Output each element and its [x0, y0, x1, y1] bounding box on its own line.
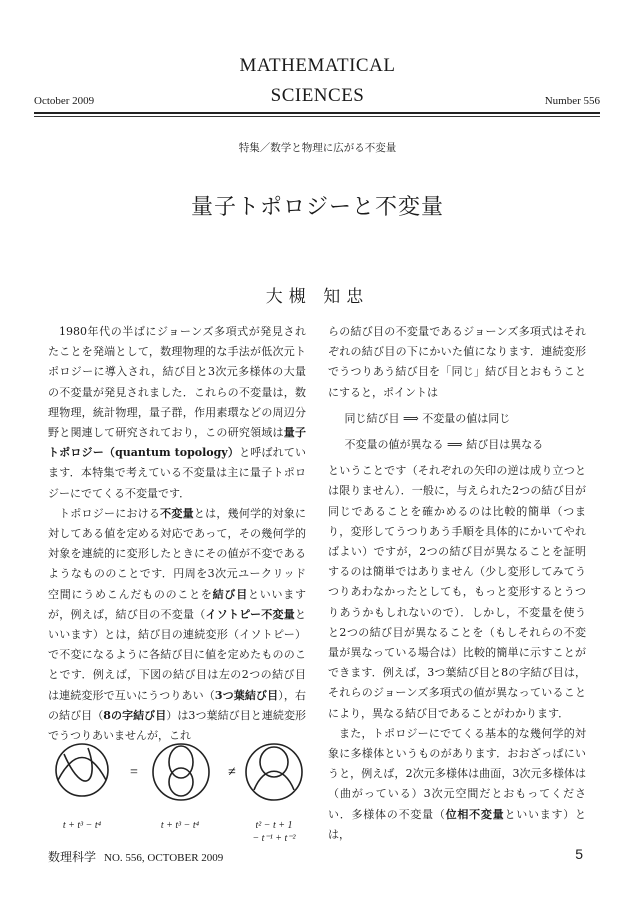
- figure-eight-knot: [246, 744, 302, 800]
- author-name: 大槻 知忠: [265, 287, 370, 307]
- knot-figure: [44, 740, 306, 845]
- right-column: [328, 322, 586, 845]
- not-equal-sign: ≠: [228, 765, 236, 780]
- trefoil-knot-1: [56, 744, 108, 796]
- footer-journal: [48, 848, 223, 865]
- key-point-1: 同じ結び目 ⟹ 不変量の値は同じ: [344, 411, 511, 425]
- masthead-rule-bottom: [34, 116, 600, 117]
- equal-sign: =: [130, 765, 138, 780]
- special-feature-label: 特集／数学と物理に広がる不変量: [238, 142, 397, 154]
- issue-number: Number 556: [544, 95, 600, 107]
- right-paragraph-2: ということです（それぞれの矢印の逆は成り立つとは限りません）．一般に，与えられた2つの結び目が同じであることを確かめるのは比較的簡単（つまり，変形してうつりあう手順を具体的にかいてやればよい）ですが，2つの結び目が異なることを証明するのは簡単ではありません（少し変形してみてうつりあわなかったとしても，もっと変形するとうつりあうかもしれないので）．しかし，不変量を使うと2つの結び目が異なることを（もしそれらの不変量が異なっている場合は）比較的簡単に示すことができます．例えば，3つ葉結び目と8の字結び目は，それらのジョーンズ多項式の値が異なっていることにより，異なる結び目であることがわかります．: [328, 464, 586, 720]
- page-number: 5: [575, 846, 583, 862]
- left-column: [48, 322, 306, 746]
- trefoil-knot-2: [153, 744, 209, 800]
- right-paragraph-3: また，トポロジーにでてくる基本的な幾何学的対象に多様体というものがあります．おおざっぱにいうと，例えば，2次元多様体は曲面，3次元多様体は（曲がっている）3次元空間だとおもってください．多様体の不変量（位相不変量といいます）とは，: [328, 726, 587, 841]
- key-point-2: 不変量の値が異なる ⟹ 結び目は異なる: [344, 438, 544, 452]
- knot-diagrams: [44, 740, 306, 815]
- jones-polynomial-trefoil-1: t + t³ − t⁴: [62, 820, 102, 831]
- jones-polynomial-figure8-line1: t² − t + 1: [255, 820, 293, 831]
- left-paragraph-2: トポロジーにおける不変量とは，幾何学的対象に対してある値を定める対応であって，その幾何学的対象を連続的に変形したときにその値が不変であるようなもののことです．円周を3次元ユークリッド空間にうめこんだもののことを結び目といいますが，例えば，結び目の不変量（イソトピー不変量といいます）とは，結び目の連続変形（イソトピー）で不変になるように各結び目に値を定めたもののことです．例えば，下図の結び目は左の2つの結び目は連続変形で互いにうつりあい（3つ葉結び目），右の結び目（8の字結び目）は3つ葉結び目と連続変形でうつりあいませんが，これ: [48, 506, 307, 743]
- jones-polynomial-trefoil-2: t + t³ − t⁴: [160, 820, 200, 831]
- footer-issue: NO. 556, OCTOBER 2009: [104, 852, 224, 864]
- journal-title-line1: MATHEMATICAL: [239, 55, 396, 76]
- article-title: 量子トポロジーと不変量: [190, 195, 444, 220]
- jones-polynomial-figure8-line2: − t⁻¹ + t⁻²: [252, 833, 296, 844]
- right-paragraph-1: らの結び目の不変量であるジョーンズ多項式はそれぞれの結び目の下にかいた値になります．連続変形でうつりあう結び目を「同じ」結び目とおもうことにすると，ポイントは: [328, 325, 586, 399]
- left-paragraph-1: 1980年代の半ばにジョーンズ多項式が発見されたことを発端として，数理物理的な手法が低次元トポロジーに導入され，結び目と3次元多様体の大量の不変量が発見されました．これらの不変量は，数理物理，統計物理，量子群，作用素環などの周辺分野と関連して研究されており，この研究領域は量子トポロジー（quantum topology）と呼ばれています．本特集で考えている不変量は主に量子トポロジーにでてくる不変量です．: [48, 325, 307, 500]
- issue-date: October 2009: [34, 95, 95, 107]
- footer-journal-name: 数理科学: [48, 850, 97, 864]
- masthead-rule-top: [34, 112, 600, 114]
- journal-title-line2: SCIENCES: [270, 85, 365, 106]
